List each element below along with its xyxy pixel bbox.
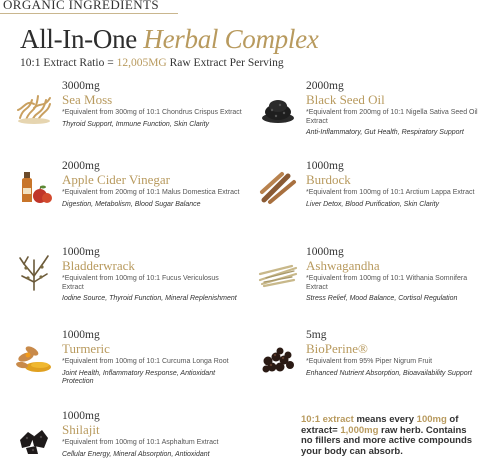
ingredient-amount: 2000mg [62,160,100,172]
ingredient-equivalent: *Equivalent from 200mg of 10:1 Malus Domestica Extract [62,189,240,196]
ratio-value: 12,005MG [116,57,167,69]
burdock-root-icon [258,168,298,206]
ingredient-benefits: Liver Detox, Blood Purification, Skin Clarity [306,200,440,208]
ingredient-equivalent: *Equivalent from 100mg of 10:1 Asphaltum Extract [62,439,219,446]
black-seed-icon [258,88,298,126]
shilajit-icon [14,418,54,456]
ingredient-equivalent: *Equivalent from 300mg of 10:1 Chondrus Crispus Extract [62,109,242,116]
ingredient-benefits: Cellular Energy, Mineral Absorption, Antioxidant [62,450,210,458]
note-text: of extract= [301,414,459,436]
section-tag [0,0,178,14]
note-extract-term: 10:1 extract [301,414,354,425]
sea-moss-icon [14,88,54,126]
note-text: means every [353,414,417,425]
ingredient-amount: 1000mg [62,329,100,341]
ingredient-benefits: Iodine Source, Thyroid Function, Mineral Replenishment [62,295,237,302]
note-extract-amount: 100mg [416,414,447,425]
ingredient-amount: 2000mg [306,80,344,92]
ingredient-equivalent: *Equivalent from 100mg of 10:1 Arctium Lappa Extract [306,189,475,196]
black-pepper-icon [258,337,298,375]
bladderwrack-icon [14,254,54,292]
ingredient-name: Burdock [306,172,351,187]
ashwagandha-root-icon [258,254,298,292]
ingredient-benefits: Joint Health, Inflammatory Response, Antioxidant Protection [62,369,216,385]
ingredient-benefits: Enhanced Nutrient Absorption, Bioavailability Support [306,369,472,377]
ingredient-benefits: Thyroid Support, Immune Function, Skin Clarity [62,120,210,128]
ingredient-benefits: Digestion, Metabolism, Blood Sugar Balance [62,200,201,208]
ratio-prefix: 10:1 Extract Ratio = [20,57,117,69]
note-text: raw herb. Contains no fillers and more active compounds your body can absorb. [301,424,473,457]
ingredient-name: Apple Cider Vinegar [62,172,171,187]
turmeric-icon [14,337,54,375]
ingredient-amount: 1000mg [306,246,344,258]
ingredient-name: Ashwagandha [306,258,380,273]
ingredient-equivalent: *Equivalent from 100mg of 10:1 Withania Somnifera Extract [306,275,468,291]
ingredient-name: Turmeric [62,341,110,356]
page-title [20,24,318,55]
title-main: All-In-One [20,24,144,54]
ratio-suffix: Raw Extract Per Serving [166,57,284,69]
ingredient-amount: 1000mg [62,410,100,422]
ingredient-equivalent: *Equivalent from 100mg of 10:1 Curcuma Longa Root [62,358,229,365]
note-raw-amount: 1,000mg [340,424,379,436]
ingredient-benefits: Anti-Inflammatory, Gut Health, Respiratory Support [306,129,464,136]
extract-ratio-line [20,57,284,69]
ingredient-amount: 1000mg [62,246,100,258]
title-accent: Herbal Complex [143,24,319,54]
ingredient-equivalent: *Equivalent from 95% Piper Nigrum Fruit [306,358,433,365]
ingredient-equivalent: *Equivalent from 200mg of 10:1 Nigella Sativa Seed Oil Extract [306,109,478,125]
ingredient-benefits: Stress Relief, Mood Balance, Cortisol Regulation [306,295,458,302]
ingredient-name: Black Seed Oil [306,92,385,107]
ingredient-amount: 3000mg [62,80,100,92]
ingredient-amount: 1000mg [306,160,344,172]
apple-cider-vinegar-icon [14,168,54,206]
ingredient-name: Bladderwrack [62,258,135,273]
extract-explanation-note [301,415,477,457]
section-tag-text: ORGANIC INGREDIENTS [3,0,160,12]
ingredient-name: BioPerine® [306,341,368,356]
ingredient-amount: 5mg [306,329,327,341]
ingredient-equivalent: *Equivalent from 100mg of 10:1 Fucus Vericulosus Extract [62,275,219,291]
ingredient-name: Sea Moss [62,92,113,107]
ingredient-name: Shilajit [62,422,100,437]
